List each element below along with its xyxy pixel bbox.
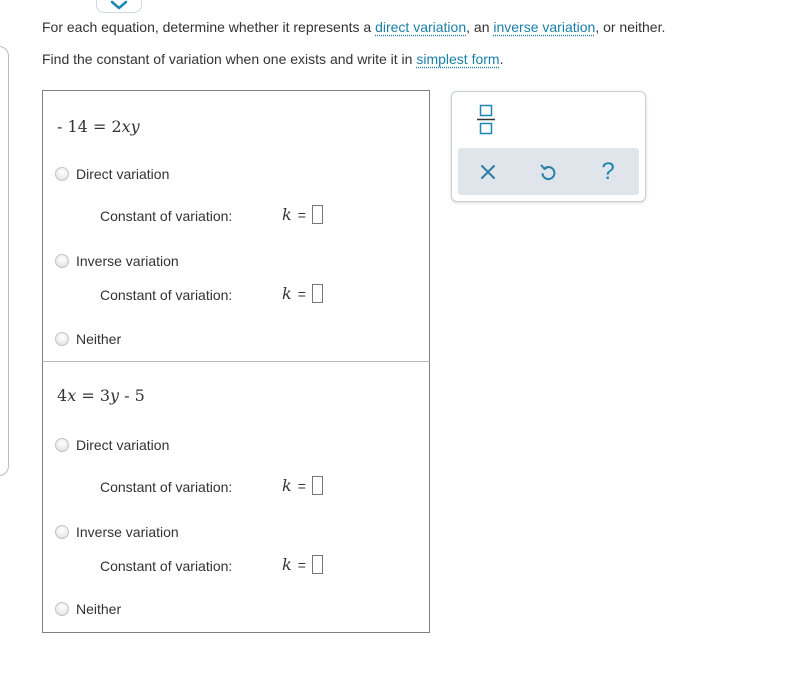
direct-variation-radio[interactable] [55,167,69,181]
neither-radio[interactable] [55,332,69,346]
option-label: Inverse variation [76,253,179,269]
side-panel-edge[interactable] [0,46,9,476]
fraction-icon [474,103,498,137]
k-expression: k = [282,555,323,574]
instructions-text: Find the constant of variation when one exists and write it in [42,51,417,67]
option-neither[interactable] [55,331,121,347]
constant-answer-box[interactable] [312,555,323,574]
constant-of-variation-label: Constant of variation: [100,479,233,495]
constant-answer-box[interactable] [312,205,323,224]
inverse-variation-radio[interactable] [55,254,69,268]
fraction-button[interactable] [474,103,498,137]
option-label: Direct variation [76,437,170,453]
inverse-variation-link[interactable]: inverse variation [493,19,596,35]
clear-button[interactable] [474,158,502,186]
direct-variation-link[interactable]: direct variation [375,19,467,35]
constant-answer-box[interactable] [312,284,323,303]
instructions-line-1 [42,19,665,35]
equation-2: 4x = 3y - 5 [57,386,145,405]
constant-of-variation-label: Constant of variation: [100,287,233,303]
option-direct-variation[interactable] [55,437,169,453]
option-direct-variation[interactable] [55,166,169,182]
option-inverse-variation[interactable] [55,253,179,269]
instructions-line-2 [42,51,503,67]
undo-icon [538,162,558,182]
chevron-down-icon [110,0,128,10]
inverse-variation-radio[interactable] [55,525,69,539]
direct-variation-radio[interactable] [55,438,69,452]
constant-answer-box[interactable] [312,476,323,495]
instructions-text: , or neither. [595,19,666,35]
equation-1: - 14 = 2xy [57,117,140,136]
instructions-text: . [499,51,504,67]
option-label: Inverse variation [76,524,179,540]
question-2-box [42,361,430,633]
undo-button[interactable] [534,158,562,186]
instructions-text: For each equation, determine whether it represents a [42,19,376,35]
constant-of-variation-label: Constant of variation: [100,558,233,574]
question-1-box [42,90,430,362]
collapse-tab[interactable] [96,0,142,13]
option-inverse-variation[interactable] [55,524,179,540]
constant-of-variation-label: Constant of variation: [100,208,233,224]
neither-radio[interactable] [55,602,69,616]
option-label: Neither [76,331,122,347]
option-label: Direct variation [76,166,170,182]
instructions-text: , an [466,19,494,35]
x-icon [480,164,496,180]
k-expression: k = [282,476,323,495]
k-expression: k = [282,284,323,303]
option-label: Neither [76,601,122,617]
simplest-form-link[interactable]: simplest form [416,51,500,67]
help-button[interactable]: ? [601,158,615,185]
option-neither[interactable] [55,601,121,617]
k-expression: k = [282,205,323,224]
